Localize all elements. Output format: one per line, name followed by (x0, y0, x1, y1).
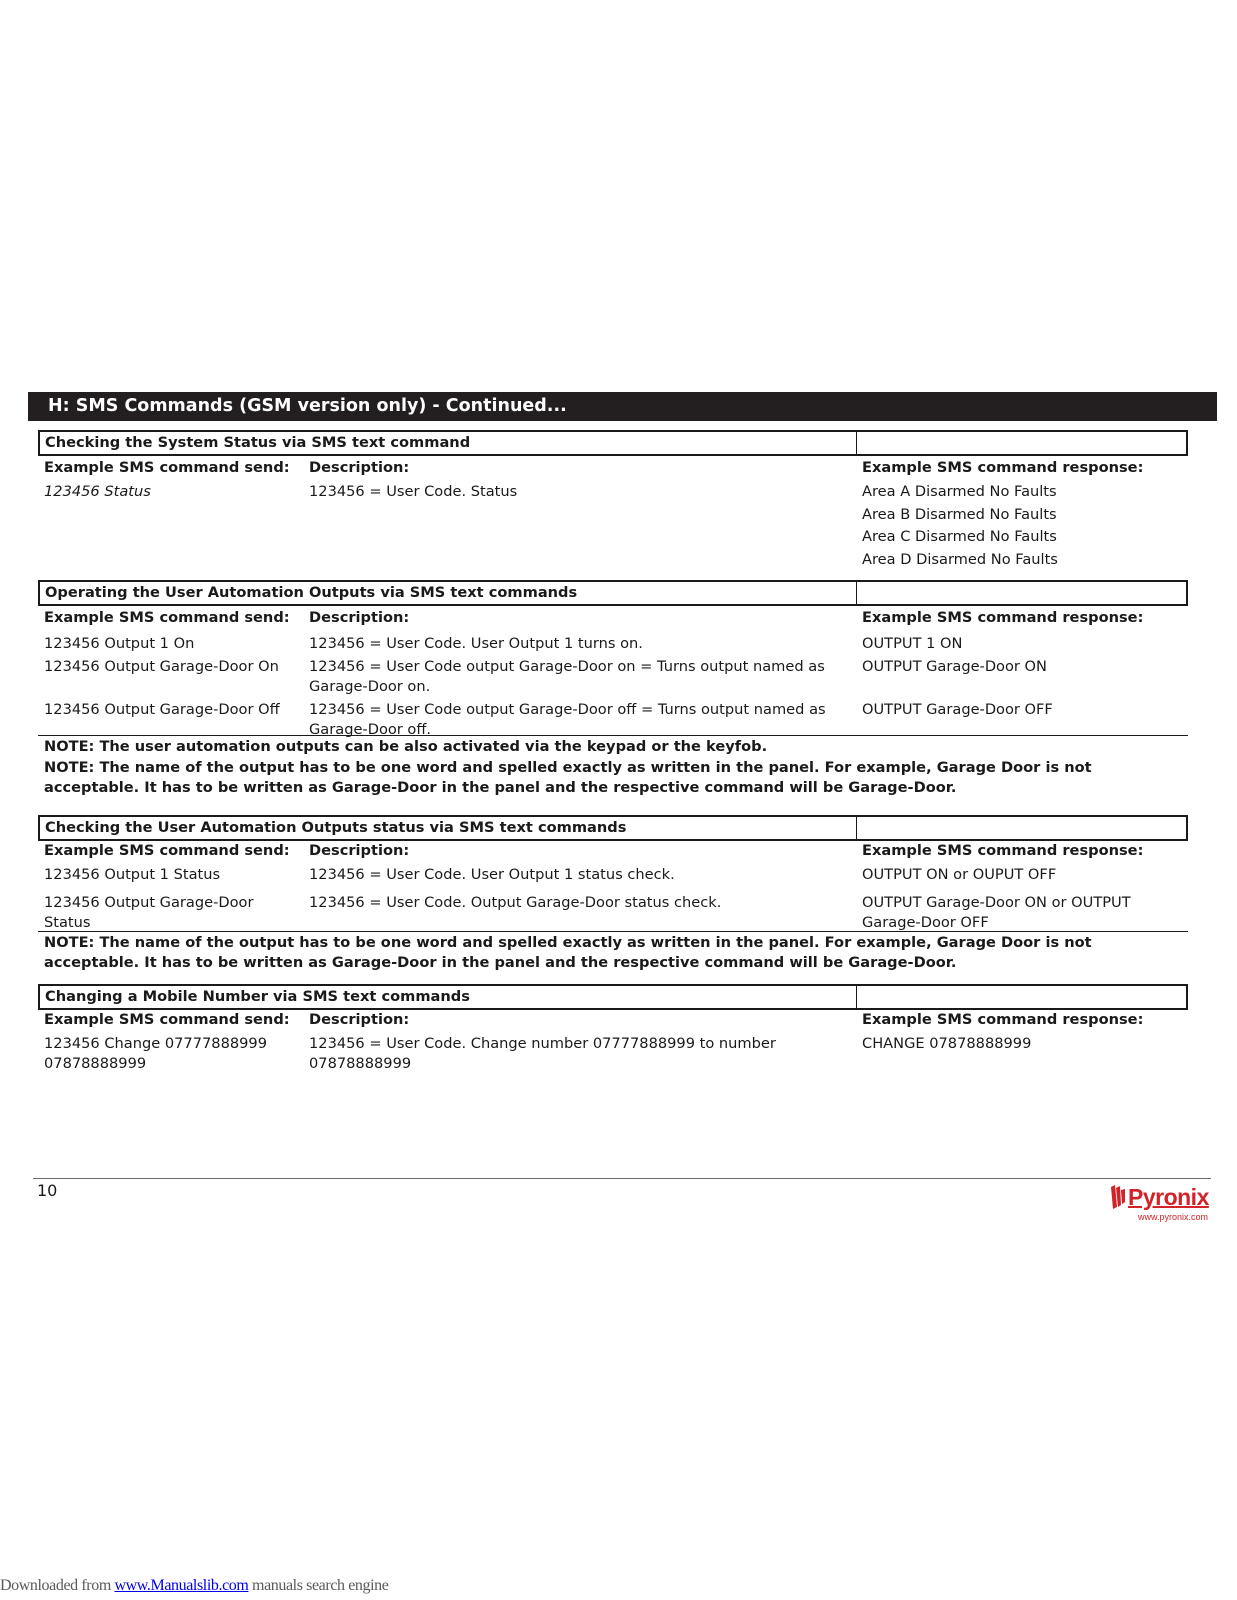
header-description: Description: (309, 842, 410, 859)
cell-send: 123456 Change 07777888999 07878888999 (44, 1035, 267, 1072)
section-title (38, 430, 1188, 456)
section-title (38, 984, 1188, 1010)
response-line: Area D Disarmed No Faults (862, 550, 1058, 568)
section-title (38, 580, 1188, 606)
header-response: Example SMS command response: (862, 459, 1144, 476)
cell-response (862, 481, 1188, 571)
title-divider (856, 817, 857, 839)
response-line: Area C Disarmed No Faults (862, 528, 1057, 545)
note: NOTE: The name of the output has to be one word and spelled exactly as written in the panel. For example, Garage Door is not acceptable. It has to be written as Garage-Door in the panel and the respective command will be Garage-Door. (44, 934, 1092, 971)
header-response: Example SMS command response: (862, 609, 1144, 626)
section-outputs-status (38, 815, 1188, 971)
header-response: Example SMS command response: (862, 842, 1144, 859)
table-row (38, 893, 1188, 933)
cell-description: 123456 = User Code. Change number 07777888999 to number 07878888999 (309, 1035, 776, 1072)
table-row (38, 634, 1188, 657)
download-line (0, 1576, 388, 1596)
cell-description: 123456 = User Code. Output Garage-Door status check. (309, 894, 722, 911)
section-change-number (38, 984, 1188, 1072)
manualslib-link[interactable]: www.Manualslib.com (114, 1577, 249, 1594)
table-row (38, 865, 1188, 893)
cell-response: OUTPUT Garage-Door ON (862, 658, 1047, 675)
title-divider (856, 986, 857, 1008)
pyronix-logo (1110, 1183, 1210, 1227)
note: NOTE: The name of the output has to be one word and spelled exactly as written in the panel. For example, Garage Door is not acceptable. It has to be written as Garage-Door in the panel and the respective command will be Garage-Door. (44, 759, 1092, 796)
footer-rule (33, 1178, 1211, 1179)
column-headers (38, 608, 1188, 630)
logo-text: Pyronix (1128, 1184, 1209, 1210)
section-title-text: Operating the User Automation Outputs via SMS text commands (45, 584, 578, 601)
header-send: Example SMS command send: (44, 842, 290, 859)
header-response: Example SMS command response: (862, 1011, 1144, 1028)
section-automation-outputs (38, 580, 1188, 796)
response-line: Area B Disarmed No Faults (862, 505, 1057, 523)
cell-response: OUTPUT ON or OUPUT OFF (862, 866, 1057, 883)
cell-description: 123456 = User Code. User Output 1 status check. (309, 866, 675, 883)
logo-url: www.pyronix.com (1138, 1212, 1209, 1222)
section-banner: H: SMS Commands (GSM version only) - Continued... (28, 392, 1217, 421)
cell-response: CHANGE 07878888999 (862, 1035, 1032, 1052)
note: NOTE: The user automation outputs can be also activated via the keypad or the keyfob. (44, 738, 768, 755)
column-headers (38, 1010, 1188, 1032)
section-system-status (38, 430, 1188, 568)
cell-send: 123456 Output Garage-Door Status (44, 894, 254, 931)
table-row (38, 657, 1188, 700)
cell-response: OUTPUT 1 ON (862, 635, 963, 652)
title-divider (856, 582, 857, 604)
header-description: Description: (309, 459, 410, 476)
pyronix-flame-icon (1110, 1185, 1128, 1211)
cell-send: 123456 Output Garage-Door Off (44, 701, 280, 718)
cell-description: 123456 = User Code output Garage-Door on = Turns output named as Garage-Door on. (309, 658, 825, 695)
header-send: Example SMS command send: (44, 609, 290, 626)
cell-send: 123456 Status (44, 483, 151, 500)
cell-response: OUTPUT Garage-Door ON or OUTPUT Garage-Door OFF (862, 894, 1131, 931)
download-prefix: Downloaded from (0, 1577, 115, 1594)
download-suffix: manuals search engine (248, 1577, 389, 1594)
section-title (38, 815, 1188, 841)
header-send: Example SMS command send: (44, 1011, 290, 1028)
cell-response: OUTPUT Garage-Door OFF (862, 701, 1053, 718)
title-divider (856, 432, 857, 454)
cell-send: 123456 Output Garage-Door On (44, 658, 279, 675)
page-number: 10 (37, 1181, 58, 1200)
response-line: Area A Disarmed No Faults (862, 483, 1057, 500)
divider (38, 735, 1188, 736)
header-description: Description: (309, 1011, 410, 1028)
cell-send: 123456 Output 1 On (44, 635, 195, 652)
cell-description: 123456 = User Code. Status (309, 483, 518, 500)
column-headers (38, 841, 1188, 863)
cell-description: 123456 = User Code output Garage-Door off = Turns output named as Garage-Door off. (309, 701, 826, 738)
cell-send: 123456 Output 1 Status (44, 866, 221, 883)
table-row (38, 700, 1188, 740)
table-row (38, 1034, 1188, 1074)
section-title-text: Checking the User Automation Outputs status via SMS text commands (45, 819, 627, 836)
section-title-text: Checking the System Status via SMS text command (45, 434, 471, 451)
header-description: Description: (309, 609, 410, 626)
column-headers (38, 458, 1188, 480)
header-send: Example SMS command send: (44, 459, 290, 476)
divider (38, 931, 1188, 932)
cell-description: 123456 = User Code. User Output 1 turns on. (309, 635, 643, 652)
section-title-text: Changing a Mobile Number via SMS text commands (45, 988, 470, 1005)
